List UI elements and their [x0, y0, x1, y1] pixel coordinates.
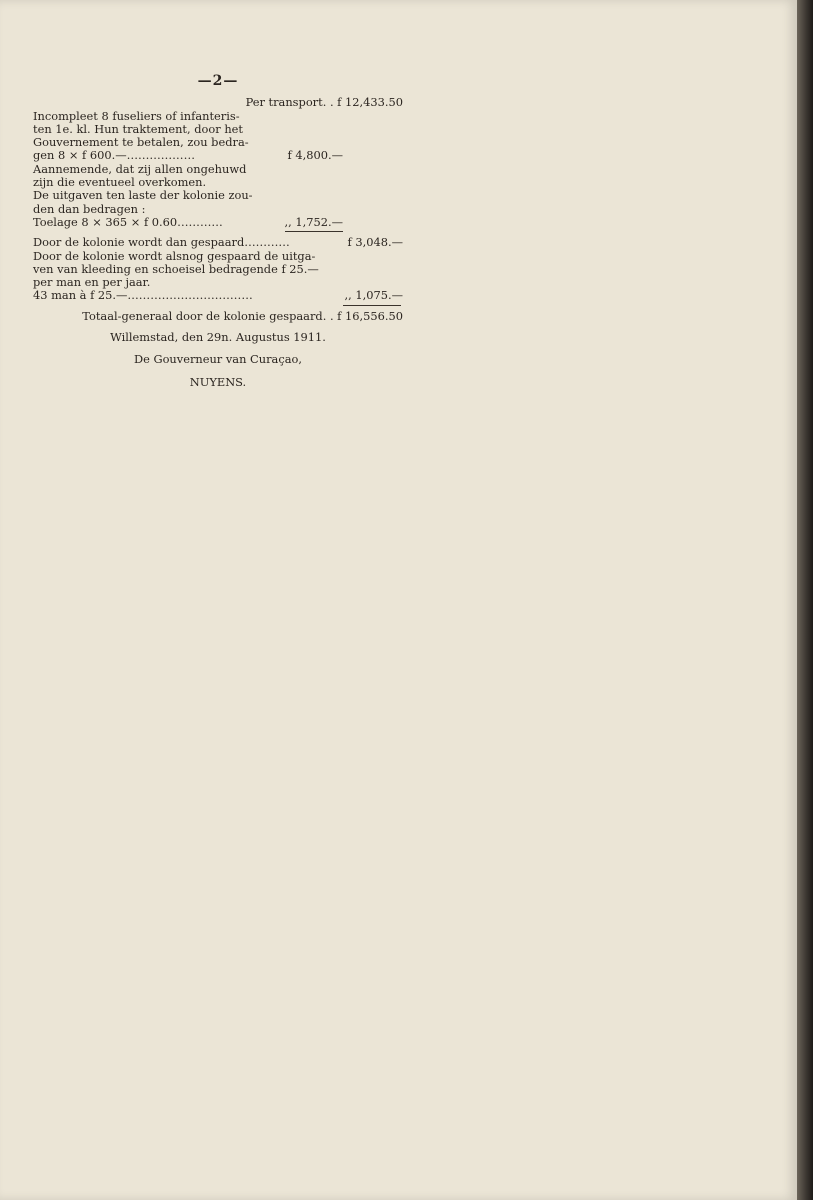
text-line: Aannemende, dat zij allen ongehuwd — [33, 161, 247, 176]
amount-row — [33, 289, 403, 302]
text-line: ten 1e. kl. Hun traktement, door het — [33, 121, 243, 136]
amount-value: f 4,800.— — [287, 148, 343, 163]
amount-label: 43 man à f 25.—…………………………… — [33, 289, 253, 303]
signatory-title: De Gouverneur van Curaçao, — [133, 352, 302, 367]
text-column — [33, 75, 403, 398]
page-number: —2— — [197, 73, 239, 89]
amount-label: gen 8 × f 600.—……………… — [33, 149, 195, 163]
amount-value: f 3,048.— — [347, 235, 403, 250]
place-date: Willemstad, den 29n. Augustus 1911. — [110, 330, 326, 345]
amount-row — [33, 236, 403, 249]
signature-block — [33, 331, 403, 389]
sum-rule — [343, 305, 401, 306]
amount-value: ,, 1,075.— — [344, 288, 403, 303]
signatory-name: NUYENS. — [189, 374, 247, 389]
text-line: Door de kolonie wordt alsnog gespaard de uitga- — [33, 248, 316, 263]
grand-total-line: Totaal-generaal door de kolonie gespaard. . f 16,556.50 — [82, 308, 403, 323]
transport-line: Per transport. . f 12,433.50 — [245, 95, 403, 110]
text-line: zijn die eventueel overkomen. — [33, 175, 207, 190]
text-line: De uitgaven ten laste der kolonie zou- — [33, 188, 253, 203]
book-spine — [797, 0, 813, 1200]
text-line: ven van kleeding en schoeisel bedragende f 25.— — [33, 261, 319, 276]
amount-label: Toelage 8 × 365 × f 0.60………… — [33, 215, 223, 229]
amount-value: ,, 1,752.— — [284, 214, 343, 229]
amount-label: Door de kolonie wordt dan gespaard………… — [33, 236, 290, 250]
text-line: den dan bedragen : — [33, 201, 146, 216]
sum-rule — [285, 231, 343, 232]
text-line: Incompleet 8 fuseliers of infanteris- — [33, 108, 240, 123]
amount-row — [33, 216, 403, 229]
text-line: per man en per jaar. — [33, 275, 151, 290]
amount-row — [33, 149, 403, 162]
text-line: Gouvernement te betalen, zou bedra- — [33, 135, 249, 150]
